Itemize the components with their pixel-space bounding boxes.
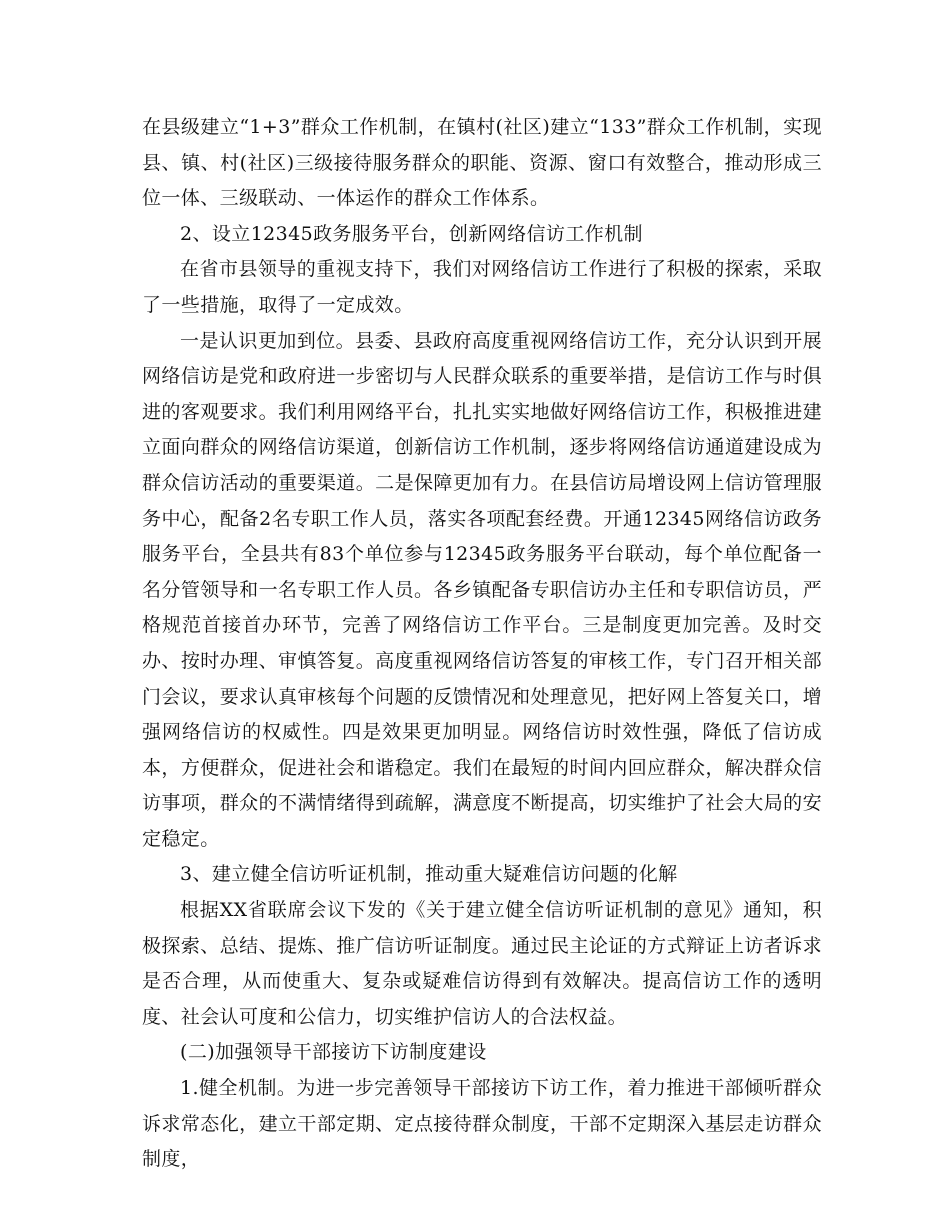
paragraph-intro: 在省市县领导的重视支持下，我们对网络信访工作进行了积极的探索，采取了一些措施，取得了一定成效。 bbox=[142, 258, 822, 316]
paragraph-improve-mechanism: 1.健全机制。为进一步完善领导干部接访下访工作，着力推进干部倾听群众诉求常态化，建立干部定期、定点接待群众制度，干部不定期深入基层走访群众制度， bbox=[142, 1077, 822, 1171]
section-heading-hearing-mechanism: 3、建立健全信访听证机制，推动重大疑难信访问题的化解 bbox=[180, 863, 678, 886]
section-heading-12345-platform: 2、设立12345政务服务平台，创新网络信访工作机制 bbox=[180, 222, 643, 245]
section-heading-leadership-visits: (二)加强领导干部接访下访制度建设 bbox=[180, 1041, 487, 1064]
paragraph-continuation: 在县级建立“1+3”群众工作机制，在镇村(社区)建立“133”群众工作机制，实现县、镇、村(社区)三级接待服务群众的职能、资源、窗口有效整合，推动形成三位一体、三级联动、一体运作的群众工作体系。 bbox=[142, 116, 822, 210]
document-body bbox=[142, 110, 822, 1178]
paragraph-network-petition: 一是认识更加到位。县委、县政府高度重视网络信访工作，充分认识到开展网络信访是党和政府进一步密切与人民群众联系的重要举措，是信访工作与时俱进的客观要求。我们利用网络平台，扎扎实实地做好网络信访工作，积极推进建立面向群众的网络信访渠道，创新信访工作机制，逐步将网络信访通道建设成为群众信访活动的重要渠道。二是保障更加有力。在县信访局增设网上信访管理服务中心，配备2名专职工作人员，落实各项配套经费。开通12345网络信访政务服务平台，全县共有83个单位参与12345政务服务平台联动，每个单位配备一名分管领导和一名专职工作人员。各乡镇配备专职信访办主任和专职信访员，严格规范首接首办环节，完善了网络信访工作平台。三是制度更加完善。及时交办、按时办理、审慎答复。高度重视网络信访答复的审核工作，专门召开相关部门会议，要求认真审核每个问题的反馈情况和处理意见，把好网上答复关口，增强网络信访的权威性。四是效果更加明显。网络信访时效性强，降低了信访成本，方便群众，促进社会和谐稳定。我们在最短的时间内回应群众，解决群众信访事项，群众的不满情绪得到疏解，满意度不断提高，切实维护了社会大局的安定稳定。 bbox=[142, 329, 822, 850]
paragraph-hearing: 根据XX省联席会议下发的《关于建立健全信访听证机制的意见》通知，积极探索、总结、提炼、推广信访听证制度。通过民主论证的方式辩证上访者诉求是否合理，从而使重大、复杂或疑难信访得到有效解决。提高信访工作的透明度、社会认可度和公信力，切实维护信访人的合法权益。 bbox=[142, 899, 822, 1028]
